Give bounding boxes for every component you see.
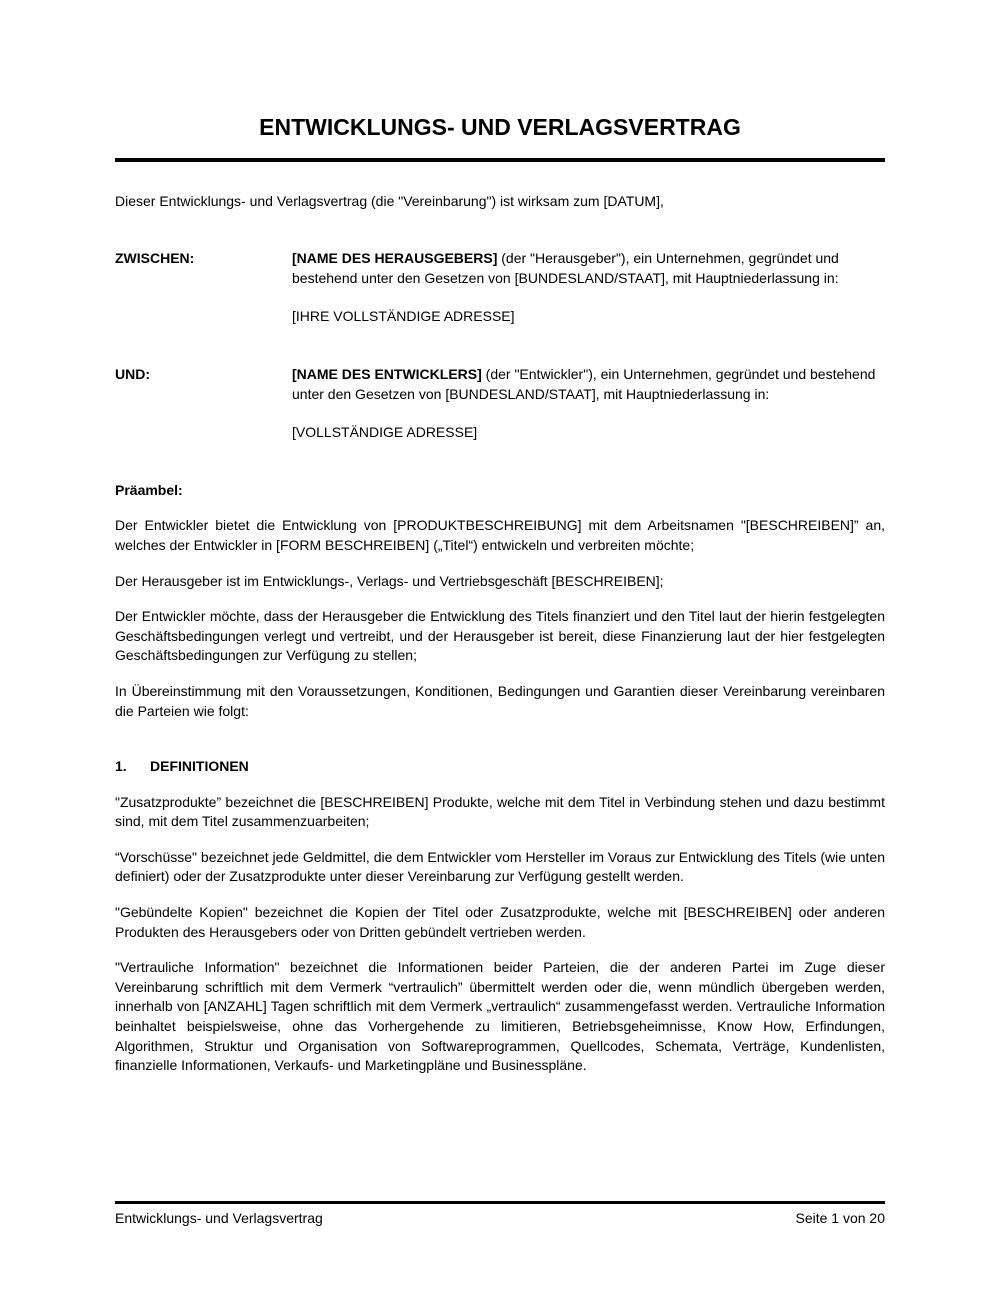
party-between-row <box>115 249 885 327</box>
definition-vertrauliche-information: "Vertrauliche Information" bezeichnet die Informationen beider Parteien, die der anderen Partei im Zuge dieser Vereinbarung schriftlich mit dem Vermerk “vertraulich” übermittelt werden oder die, wenn mündlich übergeben werden, innerhalb von [ANZAHL] Tagen schriftlich mit dem Vermerk „vertraulich“ zusammengefasst werden. Vertrauliche Information beinhaltet beispielsweise, ohne das Vorhergehende zu limitieren, Betriebsgeheimnisse, Know How, Erfindungen, Algorithmen, Struktur und Organisation von Softwareprogrammen, Quellcodes, Schemata, Verträge, Kundenlisten, finanzielle Informationen, Verkaufs- und Marketingpläne und Businesspläne. <box>115 959 885 1074</box>
title-rule <box>115 158 885 162</box>
party-between-label: ZWISCHEN: <box>115 250 195 267</box>
document-title: ENTWICKLUNGS- UND VERLAGSVERTRAG <box>259 114 741 140</box>
page-footer <box>115 1201 885 1229</box>
footer-document-title: Entwicklungs- und Verlagsvertrag <box>115 1210 323 1226</box>
party-between-description <box>292 249 885 288</box>
party-und-label: UND: <box>115 365 150 382</box>
party-und-description <box>292 365 885 404</box>
party-und-row <box>115 365 885 443</box>
party-und-body <box>292 365 885 443</box>
preamble-paragraph-3: Der Entwickler möchte, dass der Herausgeber die Entwicklung des Titels finanziert und den Titel laut der hierin festgelegten Geschäftsbedingungen verlegt und vertreibt, und der Herausgeber ist bereit, diese Finanzierung laut der hier festgelegten Geschäftsbedingungen zur Verfügung zu stellen; <box>115 608 885 664</box>
party-between-rest: (der "Herausgeber"), ein Unternehmen, gegründet und bestehend unter den Gesetzen von [BUNDESLAND/STAAT], mit Hauptniederlassung in: <box>292 250 839 286</box>
intro-paragraph: Dieser Entwicklungs- und Verlagsvertrag (die "Vereinbarung") ist wirksam zum [DATUM], <box>115 192 664 209</box>
preamble-paragraph-1: Der Entwickler bietet die Entwicklung von [PRODUKTBESCHREIBUNG] mit dem Arbeitsnamen "[BESCHREIBEN]” an, welches der Entwickler in [FORM BESCHREIBEN] („Titel“) entwickeln und verbreiten möchte; <box>115 517 885 553</box>
preamble-heading: Präambel: <box>115 481 183 498</box>
definition-zusatzprodukte: "Zusatzprodukte” bezeichnet die [BESCHREIBEN] Produkte, welche mit dem Titel in Verbindung stehen und dazu bestimmt sind, mit dem Titel zusammenzuarbeiten; <box>115 793 885 830</box>
party-between-name: [NAME DES HERAUSGEBERS] <box>292 250 498 267</box>
preamble-paragraph-4: In Übereinstimmung mit den Voraussetzungen, Konditionen, Bedingungen und Garantien dieser Vereinbarung vereinbaren die Parteien wie folgt: <box>115 682 885 719</box>
section-1-heading <box>115 757 885 777</box>
preamble-paragraph-2: Der Herausgeber ist im Entwicklungs-, Verlags- und Vertriebsgeschäft [BESCHREIBEN]; <box>115 572 664 589</box>
party-between-body <box>292 249 885 327</box>
definition-vorschuesse: “Vorschüsse" bezeichnet jede Geldmittel, die dem Entwickler vom Hersteller im Voraus zur Entwicklung des Titels (wie unten definiert) oder der Zusatzprodukte unter dieser Vereinbarung zur Verfügung gestellt werden. <box>115 848 885 885</box>
party-und-name: [NAME DES ENTWICKLERS] <box>292 365 482 382</box>
footer-page-number: Seite 1 von 20 <box>795 1210 885 1226</box>
section-1-number: 1. <box>115 758 127 775</box>
party-und-address: [VOLLSTÄNDIGE ADRESSE] <box>292 424 478 441</box>
definition-gebuendelte-kopien: "Gebündelte Kopien" bezeichnet die Kopien der Titel oder Zusatzprodukte, welche mit [BESCHREIBEN] oder anderen Produkten des Herausgebers oder von Dritten gebündelt vertrieben werden. <box>115 904 885 940</box>
section-1-title: DEFINITIONEN <box>150 758 249 775</box>
party-between-address: [IHRE VOLLSTÄNDIGE ADRESSE] <box>292 308 515 325</box>
party-und-rest: (der "Entwickler"), ein Unternehmen, gegründet und bestehend unter den Gesetzen von [BUNDESLAND/STAAT], mit Hauptniederlassung in: <box>292 365 876 402</box>
